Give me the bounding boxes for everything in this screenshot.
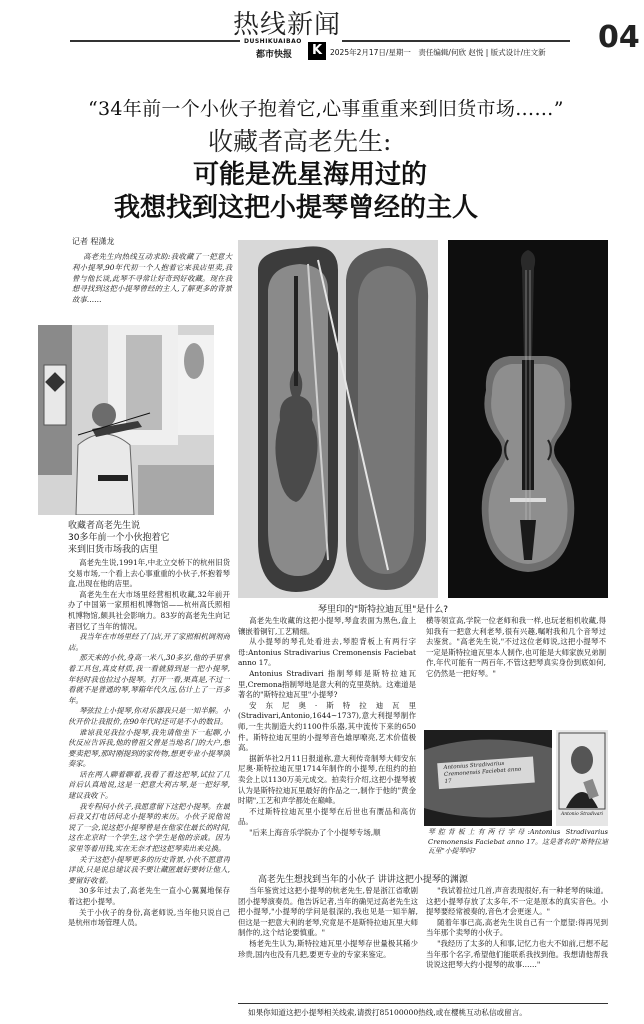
section3-para: 当年鉴赏过这把小提琴的杭老先生,曾是浙江省歌剧团小提琴演奏员。他告诉记者,当年的确见过高老先生这把小提琴,"小提琴的学问是很深的,我也见是一知半解,但这是一把意大利的老琴,究竟是不是斯特拉迪瓦里大师制作的,这个结论要慎重。" xyxy=(238,886,418,938)
section3-para: "我试着拉过几首,声音表现很好,有一种老琴的味道。这把小提琴存放了太多年,不一定是原本的真实音色。小提琴要经常被奏的,音色才会更迷人。" xyxy=(426,886,608,917)
headline-main-2: 我想找到这把小提琴曾经的主人 xyxy=(114,193,479,223)
photo-man-violin xyxy=(38,325,214,515)
section1-para: 我专程问小伙子,我愿意留下这把小提琴。在最后我又打电话问北小提琴的来历。小伙子说他说说了一会,说这把小提琴曾是在他家住最长的时间,这在北京时一个学生,这个学生是他的亲戚。因为家里等着用钱,实在无奈才把这把琴卖出来兑换。 xyxy=(68,801,230,854)
section2-para: Antonius Stradivari 指制琴师是斯特拉迪瓦里,Cremona指制琴地是意大利的克里莫纳。这难道是著名的"斯特拉迪瓦里"小提琴? xyxy=(238,668,416,700)
section1-para: 高老先生说,1991年,中北立交桥下的杭州旧货交易市场,一个看上去心事重重的小伙子,怀抱着琴盒,出现在他的店里。 xyxy=(68,558,230,589)
photo-violin-full xyxy=(448,240,608,598)
headline-main-1: 可能是冼星海用过的 xyxy=(193,160,428,190)
photo-violin-case xyxy=(238,240,438,598)
photo-violin-label xyxy=(424,730,552,826)
section2-body xyxy=(238,616,416,864)
section1-para: 那天来的小伙,身高一米八,30多岁,他的手里拿着工具包,真皮材质,我一看就猜到是一把小提琴,年轻时我也拉过小提琴。打开一看,果真是,不过一看就不是普通的琴,琴箱年代久远,估计上了一百多年。 xyxy=(68,653,230,705)
brand-pinyin: DUSHIKUAIBAO xyxy=(244,38,302,45)
brand-logo: K xyxy=(308,42,326,60)
section3-para: "我经历了太多的人和事,记忆力也大不如前,已想不起当年那个名字,希望他们能联系我找到他。我想请他帮我说说这把琴大约小提琴的故事……" xyxy=(426,938,608,970)
issue-meta: 2025年2月17日/星期一 责任编辑/何欣 赵悦 | 版式设计/庄文新 xyxy=(330,48,546,57)
photo-stradivari-portrait xyxy=(556,730,608,826)
section3-para: 杨老先生认为,斯特拉迪瓦里小提琴存世量极其稀少珍贵,国内也没有几把,要更专业的专家来鉴定。 xyxy=(238,938,418,959)
section2-right-body xyxy=(426,616,606,726)
headline-sub: 收藏者高老先生: xyxy=(208,127,392,156)
section3-right-body xyxy=(426,886,608,1004)
header-rule-left xyxy=(70,40,240,42)
footer-note: 如果你知道这把小提琴相关线索,请拨打85100000热线,或在樱桃互动私信或留言。 xyxy=(248,1008,527,1017)
section1-para: 我当年在市场里经了门店,开了家照相机调剂商店。 xyxy=(68,632,230,652)
masthead xyxy=(0,0,644,68)
headline-quote: “34年前一个小伙子抱着它,心事重重来到旧货市场……” xyxy=(88,98,564,120)
section1-para: 30多年过去了,高老先生一直小心翼翼地保存着这把小提琴。 xyxy=(68,886,230,906)
section3-left-body xyxy=(238,886,418,1004)
photo-man-violin-image xyxy=(38,325,214,515)
section2-heading: 琴里印的"斯特拉迪瓦里"是什么? xyxy=(318,605,449,615)
portrait-name: Antonio Stradivari xyxy=(560,812,603,817)
section1-para: 关于小伙子的身份,高老师说,当年他只说自己是杭州市场管理人员。 xyxy=(68,907,230,928)
byline: 记者 程潇龙 xyxy=(72,237,115,246)
section1-para: 谁谅我见我拉小提琴,我先请他坐下一起聊,小伙反应告诉我,他的曾祖父曾是当地名门的大户,想要卖把琴,那时刚提到的家传物,想更专业小提琴演奏家。 xyxy=(68,727,230,769)
section1-heading-3: 来到旧货市场我的店里 xyxy=(68,545,159,555)
section2-para: 据新华社2月11日报道称,意大利传奇制琴大师安东尼奥·斯特拉迪瓦里1714年制作的小提琴,在纽约的拍卖会上以1130万美元成交。拍卖行介绍,这把小提琴被认为是斯特拉迪瓦里最好的作品之一,制作于他的"黄金时期",工艺和声学都处在巅峰。 xyxy=(238,753,416,806)
section1-para: 话在两人聊着聊着,我看了看这把琴,试拉了几首后认真地说,这是一把意大利古琴,是一把好琴,建议我收下。 xyxy=(68,769,230,801)
photo-violin-full-image xyxy=(448,240,608,598)
page-number: 04 xyxy=(598,20,640,55)
section1-heading-1: 收藏者高老先生说 xyxy=(68,521,141,531)
section2-para: 从小提琴的琴孔处看进去,琴腔背板上有两行字母:Antonius Stradivarius Cremonensis Faciebat anno 17。 xyxy=(238,637,416,668)
section1-body xyxy=(68,558,230,1014)
section2-right-para: 横等领宣高,学院一位老师和我一样,也玩老相机收藏,得知我有一把意大利老琴,很有兴趣,嘱咐我和几个音琴过去鉴赏。"高老先生说,"不过这位老师说,这把小提琴不一定是斯特拉迪瓦里本人制作,也可能是大师家族兄弟制作,年代可能有一两百年,不管这把琴真实身份到底如何,它仍然是一把好琴。" xyxy=(426,616,606,678)
section2-para: 不过斯特拉迪瓦里小提琴在后世也有赝品和高仿品。 xyxy=(238,806,416,827)
section-title: 热线新闻 xyxy=(233,10,342,40)
violin-label-text: Antonius Stradivarius Cremonensis Faciebat anno 17 xyxy=(443,760,522,785)
photo-violin-case-image xyxy=(238,240,438,598)
section2-para: 安东尼奥·斯特拉迪瓦里(Stradivari,Antonio,1644~1737),意大利提琴制作师,一生共制造大约1100件乐器,其中流传下来的650件。斯特拉迪瓦里的小提琴音色雄厚嘹亮,艺术价值极高。 xyxy=(238,700,416,753)
section2-para: "后来上海音乐学院办了个小提琴专场,顺 xyxy=(249,827,381,837)
lead-text: 高老先生向热线互动求助:我收藏了一把意大利小提琴,90年代初一个人抱着它来我店里卖,我曾与他长谈,此琴不寻常让好奇到好收藏。现在我想寻找到这把小提琴曾经的主人,了解更多的背景故事…… xyxy=(72,252,232,305)
photo-caption: 琴腔背板上有两行字母:Antonius Stradivarius Cremonensis Faciebat anno 17。这是著名的"斯特拉迪瓦里"小提琴吗? xyxy=(428,828,608,855)
section1-para: 关于这把小提琴更多的历史背景,小伙不愿意再详谈,只是说总建议我不要让藏匿最好要转让他人,要留好收着。 xyxy=(68,854,230,885)
section2-para: 高老先生收藏的这把小提琴,琴盒表面为黑色,盒上镶嵌着铜钉,工艺精细。 xyxy=(238,616,416,636)
section1-heading xyxy=(68,520,228,556)
section1-para: 琴弦拉上小提琴,你对乐器我只是一知半解。小伙开价让我报价,在90年代时还可是不小的数目。 xyxy=(68,706,230,726)
section1-heading-2: 30多年前一个小伙抱着它 xyxy=(68,533,170,543)
section1-para: 高老先生在大市场里经营相机收藏,32年前开办了中国第一家照相机博物馆——杭州高氏照相机博物馆,颇具社会影响力。83岁的高老先生向记者回忆了当年的情况。 xyxy=(68,589,230,631)
lead-paragraph xyxy=(72,252,232,306)
header-rule-right xyxy=(342,40,570,42)
footer-rule xyxy=(238,1003,608,1004)
section3-para: 随着年事已高,高老先生说自己有一个愿望:得再见到当年那个卖琴的小伙子。 xyxy=(426,917,608,938)
section3-heading: 高老先生想找到当年的小伙子 讲讲这把小提琴的渊源 xyxy=(258,875,468,885)
brand-name: 都市快报 xyxy=(256,50,293,60)
